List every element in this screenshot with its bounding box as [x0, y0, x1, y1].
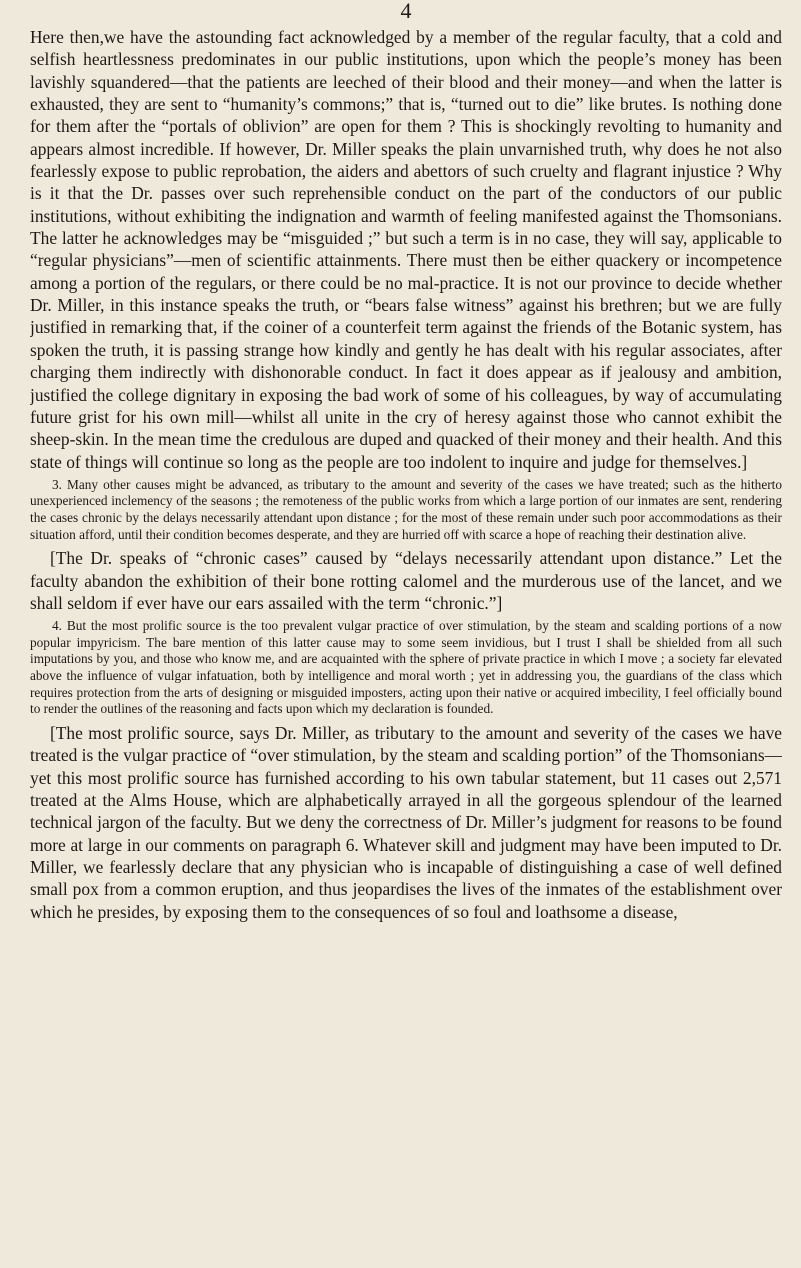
paragraph-commentary-1: Here then,we have the astounding fact acknowledged by a member of the regular faculty, that a cold and selfish heartlessness predominates in our public institutions, upon which the people’s money has been lavishly squandered—that the patients are leeched of their blood and their money—and when the latter is exhausted, they are sent to “humanity’s commons;” that is, “turned out to die” like brutes. Is nothing done for them after the “portals of oblivion” are open for them ? This is shockingly revolting to humanity and appears almost incredible. If however, Dr. Miller speaks the plain unvarnished truth, why does he not also fearlessly expose to public reprobation, the aiders and abettors of such cruelty and flagrant injustice ? Why is it that the Dr. passes over such reprehensible conduct on the part of the conductors of our public institutions, without exhibiting the indignation and warmth of feeling manifested against the Thomsonians. The latter he acknowledges may be “misguided ;” but such a term is in no case, they will say, applicable to “regular physicians”—men of scientific attainments. There must then be either quackery or incompetence among a portion of the regulars, or there could be no mal-practice. It is not our province to decide whether Dr. Miller, in this instance speaks the truth, or “bears false witness” against his brethren; but we are fully justified in remarking that, if the coiner of a counterfeit term against the friends of the Botanic system, has spoken the truth, it is passing strange how kindly and gently he has dealt with his regular associates, after charging them indirectly with dishonorable conduct. In fact it does appear as if jealousy and ambition, justified the college dignitary in exposing the bad work of some of his colleagues, by way of accumulating future grist for his own mill—whilst all unite in the cry of heresy against those who cannot exhibit the sheep-skin. In the mean time the credulous are duped and quacked of their money and their health. And this state of things will continue so long as the people are too indolent to inquire and judge for themselves.]	[30, 27, 782, 472]
paragraph-commentary-3: [The most prolific source, says Dr. Miller, as tributary to the amount and severity of the cases we have treated is the vulgar practice of “over stimulation, by the steam and scalding portion” of the Thomsonians—yet this most prolific source has furnished according to his own tabular statement, but 11 cases out 2,571 treated at the Alms House, which are alphabetically arrayed in all the gorgeous splendour of the learned technical jargon of the faculty. But we deny the correctness of Dr. Miller’s judgment for reasons to be found more at large in our comments on paragraph 6. Whatever skill and judgment may have been imputed to Dr. Miller, we fearlessly declare that any physician who is incapable of distinguishing a case of well defined small pox from a common eruption, and thus jeopardises the lives of the inmates of the establishment over which he presides, by exposing them to the consequences of so foul and loathsome a disease,	[30, 722, 782, 922]
paragraph-commentary-2: [The Dr. speaks of “chronic cases” caused by “delays necessarily attendant upon distance.” Let the faculty abandon the exhibition of their bone rotting calomel and the murderous use of the lancet, and we shall seldom if ever have our ears assailed with the term “chronic.”]	[30, 548, 782, 613]
page-number: 4	[400, 0, 412, 23]
quoted-note-3: 3. Many other causes might be advanced, as tributary to the amount and severity of the cases we have treated; such as the hitherto unexperienced inclemency of the seasons ; the remoteness of the public works from which a large portion of our inmates are sent, rendering the cases chronic by the delays necessarily attendant upon distance ; for the most of these remain under such poor accommodations as their situation afford, until their condition becomes desperate, and they are hurried off with scarce a hope of reaching their destination alive.	[30, 476, 782, 542]
document-page	[30, 0, 782, 1268]
quoted-note-4: 4. But the most prolific source is the too prevalent vulgar practice of over stimulation, by the steam and scalding portions of a now popular impyricism. The bare mention of this latter cause may to some seem invidious, but I trust I shall be shielded from all such imputations by you, and those who know me, and are acquainted with the sphere of private practice in which I move ; a society far elevated above the influence of vulgar infatuation, both by intelligence and moral worth ; yet in addressing you, the guardians of the class which requires protection from the arts of designing or misguided imposters, acting upon their native or acquired imbecility, I feel officially bound to render the outlines of the reasoning and facts upon which my declaration is founded.	[30, 618, 782, 717]
